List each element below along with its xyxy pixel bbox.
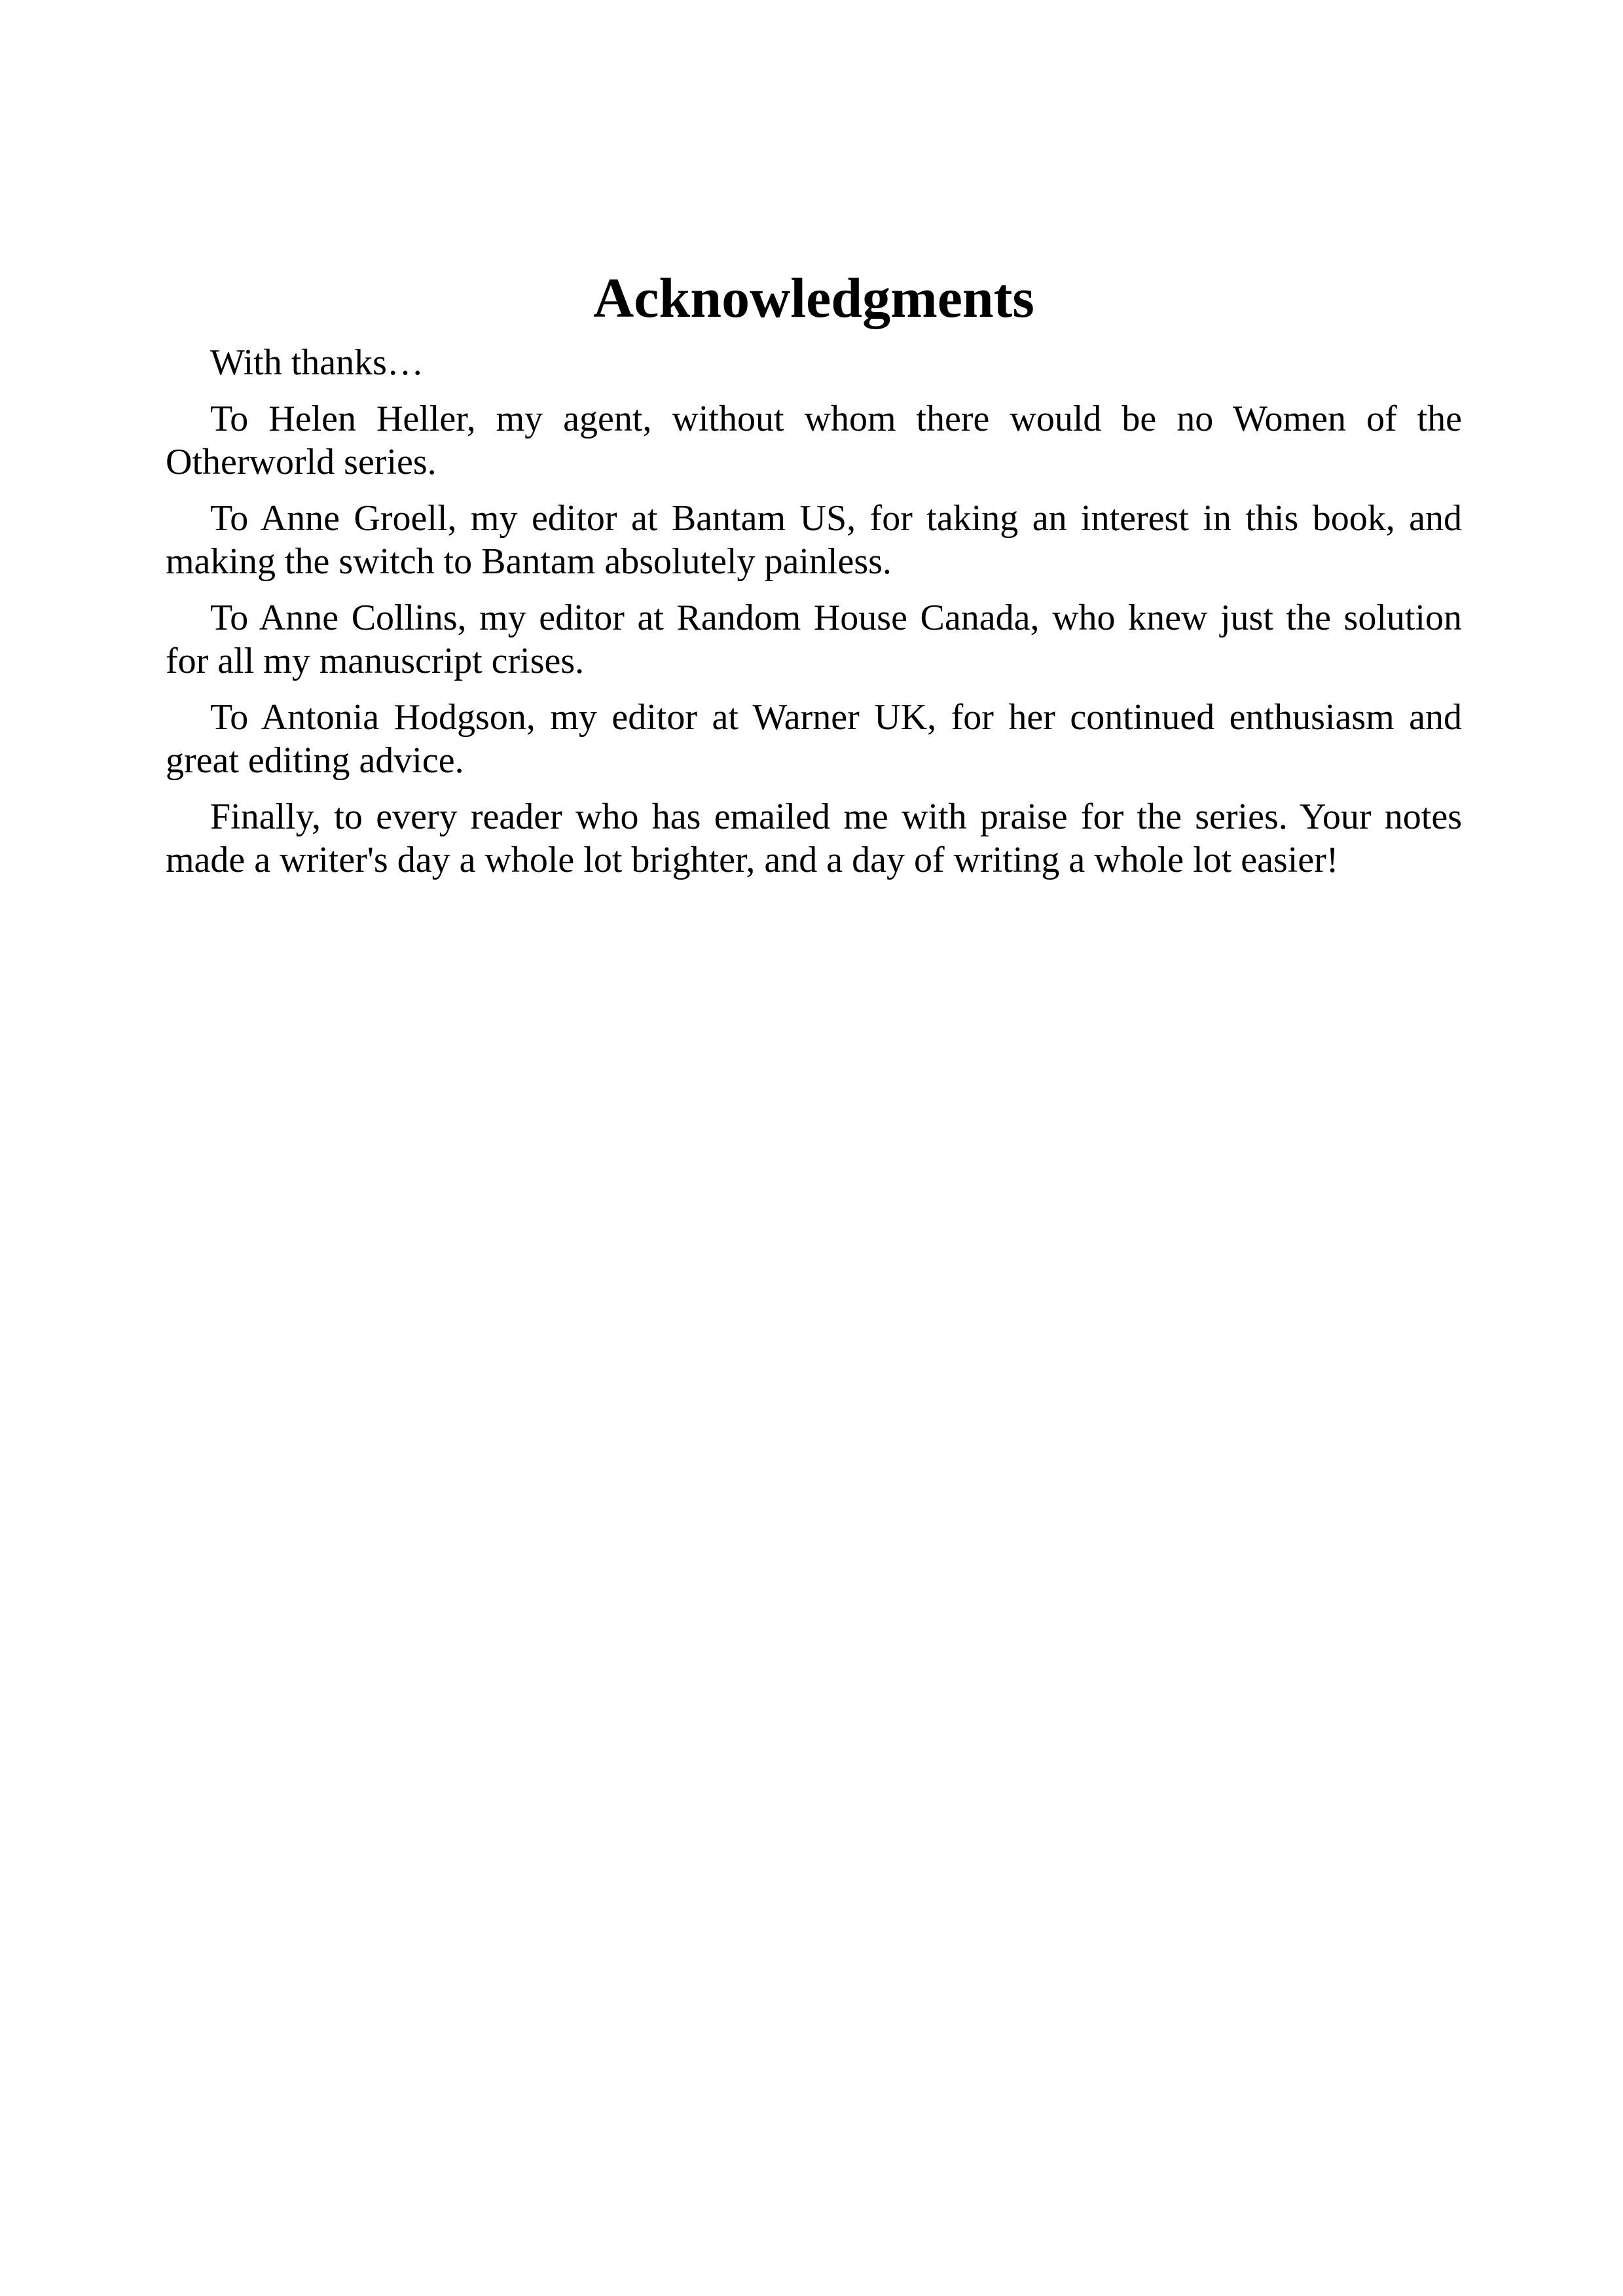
page-content <box>166 259 1462 882</box>
paragraph-editor-random-house: To Anne Collins, my editor at Random House Canada, who knew just the solution for all my manuscript crises. <box>166 598 1462 681</box>
page-title: Acknowledgments <box>593 266 1034 329</box>
paragraph-agent: To Helen Heller, my agent, without whom there would be no Women of the Otherworld series. <box>166 399 1462 482</box>
paragraph-editor-bantam: To Anne Groell, my editor at Bantam US, for taking an interest in this book, and making the switch to Bantam absolutely painless. <box>166 498 1462 582</box>
paragraph-editor-warner: To Antonia Hodgson, my editor at Warner UK, for her continued enthusiasm and great editing advice. <box>166 697 1462 781</box>
paragraph-readers: Finally, to every reader who has emailed me with praise for the series. Your notes made a writer's day a whole lot brighter, and a day of writing a whole lot easier! <box>166 797 1462 880</box>
paragraph-opening: With thanks… <box>210 342 424 383</box>
